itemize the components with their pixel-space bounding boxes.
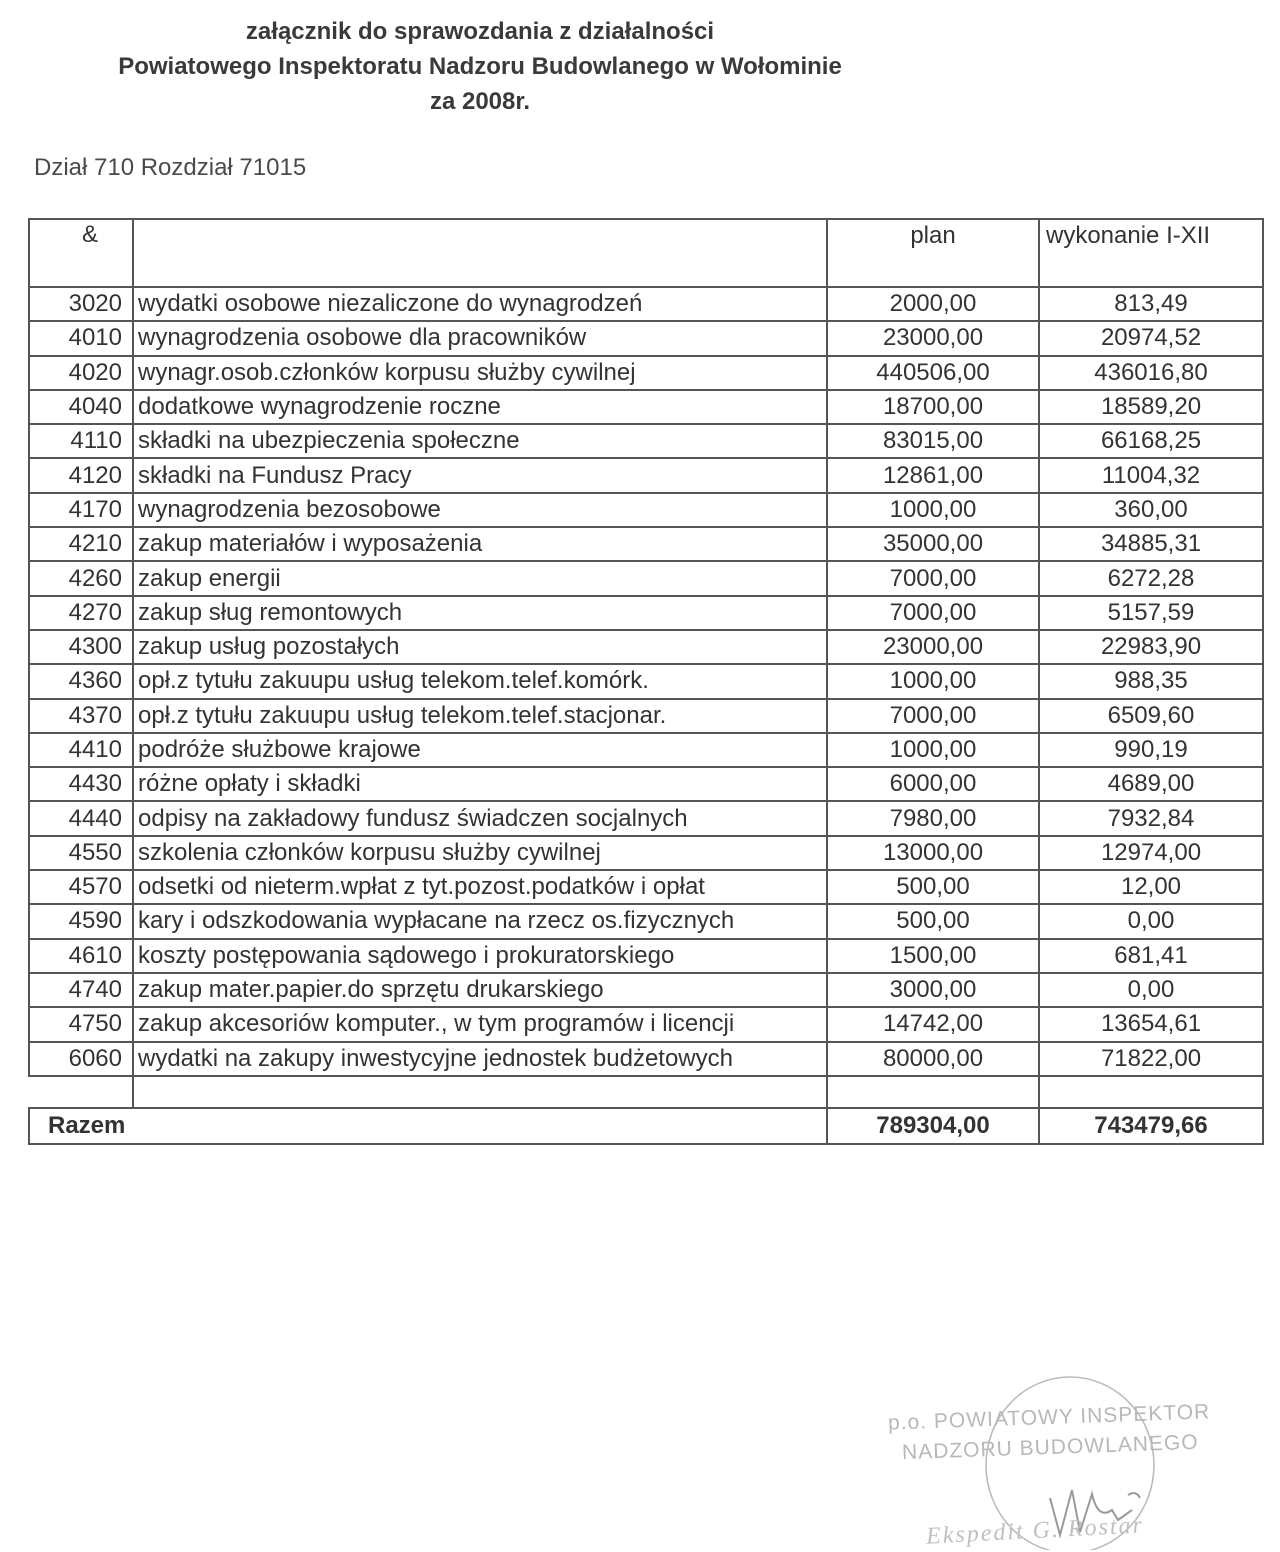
title-line-3: za 2008r. bbox=[429, 88, 531, 115]
row-code: 4040 bbox=[29, 390, 133, 424]
row-code: 4750 bbox=[29, 1007, 133, 1041]
row-plan: 2000,00 bbox=[827, 287, 1039, 321]
title-line-2: Powiatowego Inspektoratu Nadzoru Budowlanego w Wołominie bbox=[118, 53, 842, 80]
row-code: 4170 bbox=[29, 493, 133, 527]
row-plan: 1000,00 bbox=[827, 664, 1039, 698]
row-code: 4260 bbox=[29, 561, 133, 595]
row-code: 4270 bbox=[29, 596, 133, 630]
header-wykonanie: wykonanie I-XII bbox=[1039, 219, 1263, 287]
row-code: 4570 bbox=[29, 870, 133, 904]
row-code: 4610 bbox=[29, 939, 133, 973]
row-wykonanie: 11004,32 bbox=[1039, 458, 1263, 492]
row-name: opł.z tytułu zakuupu usług telekom.telef.stacjonar. bbox=[133, 699, 827, 733]
blank-cell bbox=[133, 1076, 827, 1108]
table-row bbox=[29, 664, 1263, 698]
table-row bbox=[29, 973, 1263, 1007]
row-code: 4300 bbox=[29, 630, 133, 664]
blank-cell bbox=[29, 1076, 133, 1108]
row-plan: 23000,00 bbox=[827, 321, 1039, 355]
row-name: koszty postępowania sądowego i prokuratorskiego bbox=[133, 939, 827, 973]
header-plan: plan bbox=[827, 219, 1039, 287]
row-name: zakup energii bbox=[133, 561, 827, 595]
row-plan: 3000,00 bbox=[827, 973, 1039, 1007]
row-wykonanie: 0,00 bbox=[1039, 973, 1263, 1007]
row-name: odpisy na zakładowy fundusz świadczen socjalnych bbox=[133, 801, 827, 835]
row-code: 4370 bbox=[29, 699, 133, 733]
table-total-row bbox=[29, 1108, 1263, 1144]
row-name: składki na Fundusz Pracy bbox=[133, 458, 827, 492]
row-wykonanie: 4689,00 bbox=[1039, 767, 1263, 801]
row-plan: 7000,00 bbox=[827, 596, 1039, 630]
document-title bbox=[60, 14, 900, 119]
row-name: wydatki osobowe niezaliczone do wynagrodzeń bbox=[133, 287, 827, 321]
row-plan: 18700,00 bbox=[827, 390, 1039, 424]
row-wykonanie: 18589,20 bbox=[1039, 390, 1263, 424]
table-row bbox=[29, 493, 1263, 527]
row-plan: 13000,00 bbox=[827, 836, 1039, 870]
row-code: 4360 bbox=[29, 664, 133, 698]
total-wykonanie: 743479,66 bbox=[1039, 1108, 1263, 1144]
row-wykonanie: 12974,00 bbox=[1039, 836, 1263, 870]
row-wykonanie: 988,35 bbox=[1039, 664, 1263, 698]
row-name: wynagrodzenia bezosobowe bbox=[133, 493, 827, 527]
row-name: zakup usług pozostałych bbox=[133, 630, 827, 664]
stamp-line-2: NADZORU BUDOWLANEGO bbox=[901, 1430, 1199, 1465]
row-code: 4020 bbox=[29, 356, 133, 390]
row-wykonanie: 6272,28 bbox=[1039, 561, 1263, 595]
blank-cell bbox=[1039, 1076, 1263, 1108]
expense-table bbox=[28, 218, 1264, 1145]
table-row bbox=[29, 904, 1263, 938]
row-wykonanie: 990,19 bbox=[1039, 733, 1263, 767]
table-row bbox=[29, 801, 1263, 835]
stamp-line-3: Ekspedit G. Rostar bbox=[925, 1512, 1145, 1550]
row-name: dodatkowe wynagrodzenie roczne bbox=[133, 390, 827, 424]
table-row bbox=[29, 321, 1263, 355]
row-name: wynagrodzenia osobowe dla pracowników bbox=[133, 321, 827, 355]
row-name: zakup akcesoriów komputer., w tym programów i licencji bbox=[133, 1007, 827, 1041]
row-name: zakup mater.papier.do sprzętu drukarskiego bbox=[133, 973, 827, 1007]
table-row bbox=[29, 630, 1263, 664]
row-wykonanie: 6509,60 bbox=[1039, 699, 1263, 733]
row-plan: 1000,00 bbox=[827, 733, 1039, 767]
table-row bbox=[29, 527, 1263, 561]
official-stamp bbox=[880, 1370, 1260, 1550]
row-name: kary i odszkodowania wypłacane na rzecz os.fizycznych bbox=[133, 904, 827, 938]
row-wykonanie: 34885,31 bbox=[1039, 527, 1263, 561]
row-name: zakup sług remontowych bbox=[133, 596, 827, 630]
table-row bbox=[29, 699, 1263, 733]
header-name bbox=[133, 219, 827, 287]
table-row bbox=[29, 870, 1263, 904]
row-name: zakup materiałów i wyposażenia bbox=[133, 527, 827, 561]
header-code: & bbox=[29, 219, 133, 287]
row-plan: 500,00 bbox=[827, 904, 1039, 938]
row-name: wydatki na zakupy inwestycyjne jednostek budżetowych bbox=[133, 1042, 827, 1076]
row-name: odsetki od nieterm.wpłat z tyt.pozost.podatków i opłat bbox=[133, 870, 827, 904]
table-row bbox=[29, 561, 1263, 595]
row-code: 4210 bbox=[29, 527, 133, 561]
table-row bbox=[29, 1042, 1263, 1076]
total-label: Razem bbox=[29, 1108, 827, 1144]
row-wykonanie: 66168,25 bbox=[1039, 424, 1263, 458]
row-name: opł.z tytułu zakuupu usług telekom.telef.komórk. bbox=[133, 664, 827, 698]
row-wykonanie: 813,49 bbox=[1039, 287, 1263, 321]
row-name: szkolenia członków korpusu służby cywilnej bbox=[133, 836, 827, 870]
table-blank-row bbox=[29, 1076, 1263, 1108]
table-row bbox=[29, 458, 1263, 492]
table-row bbox=[29, 356, 1263, 390]
row-wykonanie: 13654,61 bbox=[1039, 1007, 1263, 1041]
table-row bbox=[29, 287, 1263, 321]
table-row bbox=[29, 836, 1263, 870]
title-line-1: załącznik do sprawozdania z działalności bbox=[245, 18, 715, 45]
blank-cell bbox=[827, 1076, 1039, 1108]
total-plan: 789304,00 bbox=[827, 1108, 1039, 1144]
row-plan: 7000,00 bbox=[827, 561, 1039, 595]
row-code: 4120 bbox=[29, 458, 133, 492]
row-name: różne opłaty i składki bbox=[133, 767, 827, 801]
row-wykonanie: 681,41 bbox=[1039, 939, 1263, 973]
row-wykonanie: 22983,90 bbox=[1039, 630, 1263, 664]
row-code: 4590 bbox=[29, 904, 133, 938]
row-plan: 500,00 bbox=[827, 870, 1039, 904]
row-code: 4410 bbox=[29, 733, 133, 767]
row-code: 4440 bbox=[29, 801, 133, 835]
table-row bbox=[29, 596, 1263, 630]
row-plan: 23000,00 bbox=[827, 630, 1039, 664]
row-plan: 83015,00 bbox=[827, 424, 1039, 458]
row-wykonanie: 20974,52 bbox=[1039, 321, 1263, 355]
row-plan: 7980,00 bbox=[827, 801, 1039, 835]
stamp-line-1: p.o. POWIATOWY INSPEKTOR bbox=[887, 1400, 1211, 1435]
row-code: 4430 bbox=[29, 767, 133, 801]
row-wykonanie: 5157,59 bbox=[1039, 596, 1263, 630]
table-row bbox=[29, 1007, 1263, 1041]
row-code: 4110 bbox=[29, 424, 133, 458]
row-name: wynagr.osob.członków korpusu służby cywilnej bbox=[133, 356, 827, 390]
row-code: 3020 bbox=[29, 287, 133, 321]
row-wykonanie: 71822,00 bbox=[1039, 1042, 1263, 1076]
row-plan: 35000,00 bbox=[827, 527, 1039, 561]
row-name: podróże służbowe krajowe bbox=[133, 733, 827, 767]
table-row bbox=[29, 424, 1263, 458]
row-wykonanie: 0,00 bbox=[1039, 904, 1263, 938]
row-plan: 12861,00 bbox=[827, 458, 1039, 492]
expense-table-body bbox=[29, 219, 1263, 1144]
section-subtitle: Dział 710 Rozdział 71015 bbox=[34, 154, 307, 181]
row-code: 4550 bbox=[29, 836, 133, 870]
row-name: składki na ubezpieczenia społeczne bbox=[133, 424, 827, 458]
row-plan: 6000,00 bbox=[827, 767, 1039, 801]
row-wykonanie: 12,00 bbox=[1039, 870, 1263, 904]
row-plan: 1000,00 bbox=[827, 493, 1039, 527]
row-plan: 440506,00 bbox=[827, 356, 1039, 390]
row-code: 4010 bbox=[29, 321, 133, 355]
table-row bbox=[29, 767, 1263, 801]
table-row bbox=[29, 939, 1263, 973]
row-code: 6060 bbox=[29, 1042, 133, 1076]
table-row bbox=[29, 733, 1263, 767]
row-wykonanie: 7932,84 bbox=[1039, 801, 1263, 835]
row-wykonanie: 360,00 bbox=[1039, 493, 1263, 527]
row-wykonanie: 436016,80 bbox=[1039, 356, 1263, 390]
row-plan: 14742,00 bbox=[827, 1007, 1039, 1041]
table-row bbox=[29, 390, 1263, 424]
row-plan: 80000,00 bbox=[827, 1042, 1039, 1076]
row-code: 4740 bbox=[29, 973, 133, 1007]
row-plan: 1500,00 bbox=[827, 939, 1039, 973]
table-header-row bbox=[29, 219, 1263, 287]
row-plan: 7000,00 bbox=[827, 699, 1039, 733]
